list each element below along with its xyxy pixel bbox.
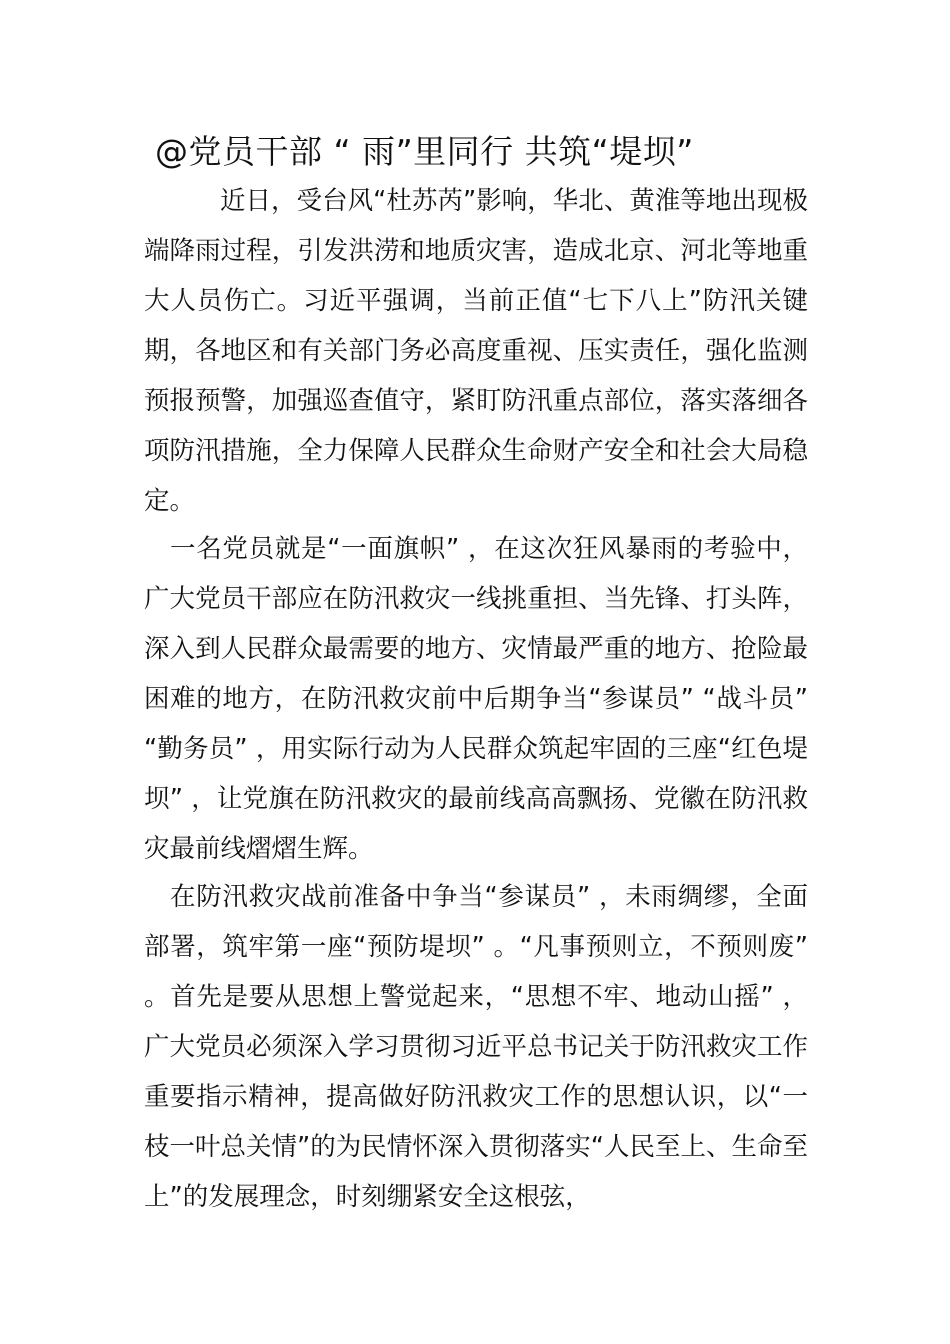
paragraph-3: 在防汛救灾战前准备中争当“参谋员” ，未雨绸缪，全面部署，筑牢第一座“预防堤坝” 。“凡事预则立，不预则废” 。首先是要从思想上警觉起来，“思想不牢、地动山摇” ，广大党员必须深入学习贯彻习近平总书记关于防汛救灾工作重要指示精神，提高做好防汛救灾工作的思想认识，以“一枝一叶总关情”的为民情怀深入贯彻落实“人民至上、生命至上”的发展理念，时刻绷紧安全这根弦， xyxy=(144,882,808,1212)
paragraph-1: 近日，受台风“杜苏芮”影响，华北、黄淮等地出现极端降雨过程，引发洪涝和地质灾害，造成北京、河北等地重大人员伤亡。习近平强调，当前正值“七下八上”防汛关键期，各地区和有关部门务必高度重视、压实责任，强化监测预报预警，加强巡查值守，紧盯防汛重点部位，落实落细各项防汛措施，全力保障人民群众生命财产安全和社会大局稳定。 xyxy=(144,186,808,516)
paragraph-2: 一名党员就是“一面旗帜” ，在这次狂风暴雨的考验中，广大党员干部应在防汛救灾一线挑重担、当先锋、打头阵，深入到人民群众最需要的地方、灾情最严重的地方、抢险最困难的地方，在防汛救灾前中后期争当“参谋员” “战斗员” “勤务员” ，用实际行动为人民群众筑起牢固的三座“红色堤坝” ，让党旗在防汛救灾的最前线高高飘扬、党徽在防汛救灾最前线熠熠生辉。 xyxy=(144,534,808,864)
document-title: @党员干部 “ 雨”里同行 共筑“堤坝” xyxy=(155,132,694,171)
